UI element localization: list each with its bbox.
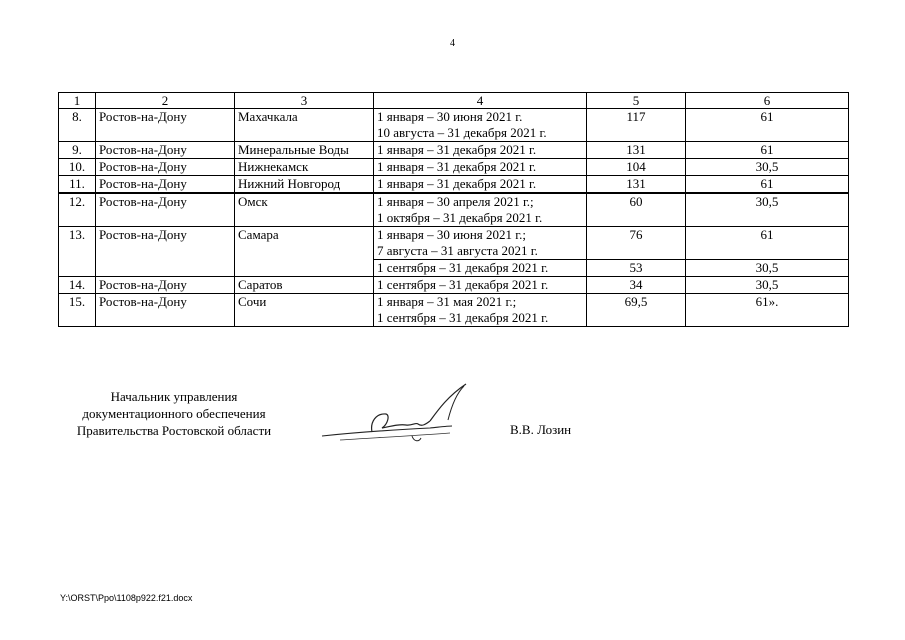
origin-city: Ростов-на-Дону xyxy=(96,193,235,227)
destination-city: Минеральные Воды xyxy=(235,142,374,159)
table-row xyxy=(59,109,849,142)
destination-city: Омск xyxy=(235,193,374,227)
col5-value: 104 xyxy=(587,159,686,176)
origin-city: Ростов-на-Дону xyxy=(96,294,235,327)
table-row xyxy=(59,227,849,260)
table-row xyxy=(59,176,849,194)
row-number: 14. xyxy=(59,277,96,294)
origin-city: Ростов-на-Дону xyxy=(96,176,235,194)
col5-value: 60 xyxy=(587,193,686,227)
col5-value: 53 xyxy=(587,260,686,277)
period-line: 1 сентября – 31 декабря 2021 г. xyxy=(377,277,549,292)
destination-city: Нижнекамск xyxy=(235,159,374,176)
signatory-title xyxy=(60,388,288,439)
destination-city: Нижний Новгород xyxy=(235,176,374,194)
destination-city: Махачкала xyxy=(235,109,374,142)
period-line: 1 января – 30 июня 2021 г.; xyxy=(377,227,526,242)
period-line: 1 января – 31 декабря 2021 г. xyxy=(377,142,537,157)
period-cell xyxy=(374,277,587,294)
signatory-name: В.В. Лозин xyxy=(510,422,572,437)
row-number: 11. xyxy=(59,176,96,194)
table-row xyxy=(59,277,849,294)
period-line: 10 августа – 31 декабря 2021 г. xyxy=(377,125,547,140)
period-line: 1 января – 31 мая 2021 г.; xyxy=(377,294,517,309)
period-cell: 1 сентября – 31 декабря 2021 г. xyxy=(374,260,587,277)
period-cell xyxy=(374,193,587,227)
signatory-title-line: Правительства Ростовской области xyxy=(76,423,272,438)
col5-value: 34 xyxy=(587,277,686,294)
tariff-table xyxy=(58,92,849,327)
col5-value: 117 xyxy=(587,109,686,142)
period-line: 1 января – 30 июня 2021 г. xyxy=(377,109,523,124)
row-number: 8. xyxy=(59,109,96,142)
col6-value: 61 xyxy=(686,142,849,159)
period-line: 1 января – 31 декабря 2021 г. xyxy=(377,159,537,174)
table-header-row xyxy=(59,93,849,109)
header-col-2: 2 xyxy=(96,93,235,109)
destination-city: Сочи xyxy=(235,294,374,327)
table-row xyxy=(59,142,849,159)
table-row xyxy=(59,159,849,176)
period-cell xyxy=(374,227,587,260)
col6-value: 30,5 xyxy=(686,193,849,227)
signatory-title-line: Начальник управления xyxy=(110,389,238,404)
period-line: 1 сентября – 31 декабря 2021 г. xyxy=(377,310,549,325)
origin-city: Ростов-на-Дону xyxy=(96,227,235,277)
header-col-6: 6 xyxy=(686,93,849,109)
destination-city: Саратов xyxy=(235,277,374,294)
page-number: 4 xyxy=(450,38,455,49)
period-cell xyxy=(374,176,587,194)
origin-city: Ростов-на-Дону xyxy=(96,109,235,142)
period-cell xyxy=(374,142,587,159)
col5-value: 76 xyxy=(587,227,686,260)
period-line: 1 января – 31 декабря 2021 г. xyxy=(377,176,537,191)
row-number: 12. xyxy=(59,193,96,227)
table-row xyxy=(59,294,849,327)
col6-value: 30,5 xyxy=(686,159,849,176)
header-col-4: 4 xyxy=(374,93,587,109)
period-line: 1 января – 30 апреля 2021 г.; xyxy=(377,194,534,209)
period-cell xyxy=(374,294,587,327)
col5-value: 131 xyxy=(587,142,686,159)
period-line: 1 октября – 31 декабря 2021 г. xyxy=(377,210,543,225)
origin-city: Ростов-на-Дону xyxy=(96,159,235,176)
table-row xyxy=(59,193,849,227)
period-cell xyxy=(374,159,587,176)
period-cell xyxy=(374,109,587,142)
file-path-footer: Y:\ORST\Ppo\1108p922.f21.docx xyxy=(60,593,193,603)
origin-city: Ростов-на-Дону xyxy=(96,277,235,294)
col6-value: 30,5 xyxy=(686,277,849,294)
row-number: 15. xyxy=(59,294,96,327)
destination-city: Самара xyxy=(235,227,374,277)
header-col-5: 5 xyxy=(587,93,686,109)
col6-value: 61 xyxy=(686,227,849,260)
row-number: 13. xyxy=(59,227,96,277)
col6-value: 61 xyxy=(686,109,849,142)
origin-city: Ростов-на-Дону xyxy=(96,142,235,159)
row-number: 9. xyxy=(59,142,96,159)
handwritten-signature xyxy=(320,380,480,450)
col6-value: 61 xyxy=(686,176,849,194)
col6-value: 61». xyxy=(686,294,849,327)
row-number: 10. xyxy=(59,159,96,176)
signatory-title-line: документационного обеспечения xyxy=(82,406,266,421)
col5-value: 131 xyxy=(587,176,686,194)
col6-value: 30,5 xyxy=(686,260,849,277)
col5-value: 69,5 xyxy=(587,294,686,327)
header-col-1: 1 xyxy=(59,93,96,109)
period-line: 7 августа – 31 августа 2021 г. xyxy=(377,243,538,258)
header-col-3: 3 xyxy=(235,93,374,109)
